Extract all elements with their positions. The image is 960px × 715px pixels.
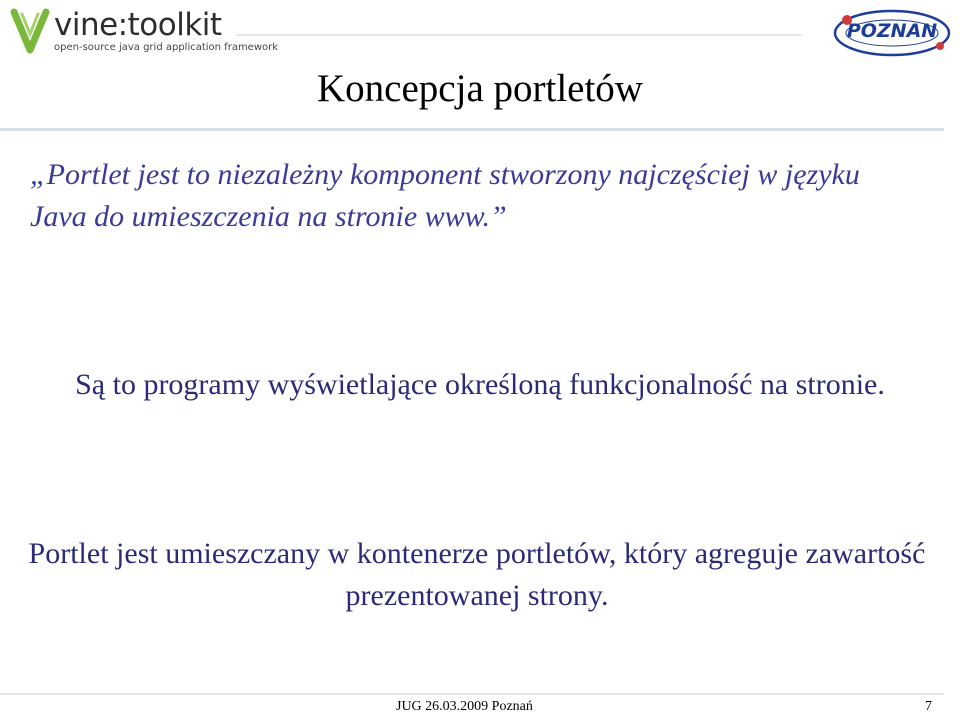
footer-divider: [0, 693, 944, 695]
poznan-logo-name: POZNAN: [846, 20, 938, 42]
page-number: 7: [925, 699, 932, 714]
header-divider: [236, 34, 802, 36]
vine-toolkit-logo-name: vine:toolkit: [54, 7, 222, 43]
slide-title: Koncepcja portletów: [317, 67, 643, 110]
footer-label: JUG 26.03.2009 Poznań: [396, 699, 533, 714]
poznan-supercomputing-logo: [832, 8, 952, 58]
title-divider: [0, 128, 944, 131]
vine-leaf-icon: [8, 6, 52, 56]
portlet-definition-quote: „Portlet jest to niezależny komponent stworzony najczęściej w języku Java do umieszczenia na stronie www.”: [30, 158, 860, 233]
vine-toolkit-logo: [8, 6, 279, 58]
portlet-container-paragraph: Portlet jest umieszczany w kontenerze portletów, który agreguje zawartość prezentowanej strony.: [28, 537, 926, 612]
portlet-description-paragraph: Są to programy wyświetlające określoną funkcjonalność na stronie.: [75, 368, 885, 401]
vine-toolkit-logo-tagline: open-source java grid application framework: [54, 42, 279, 53]
